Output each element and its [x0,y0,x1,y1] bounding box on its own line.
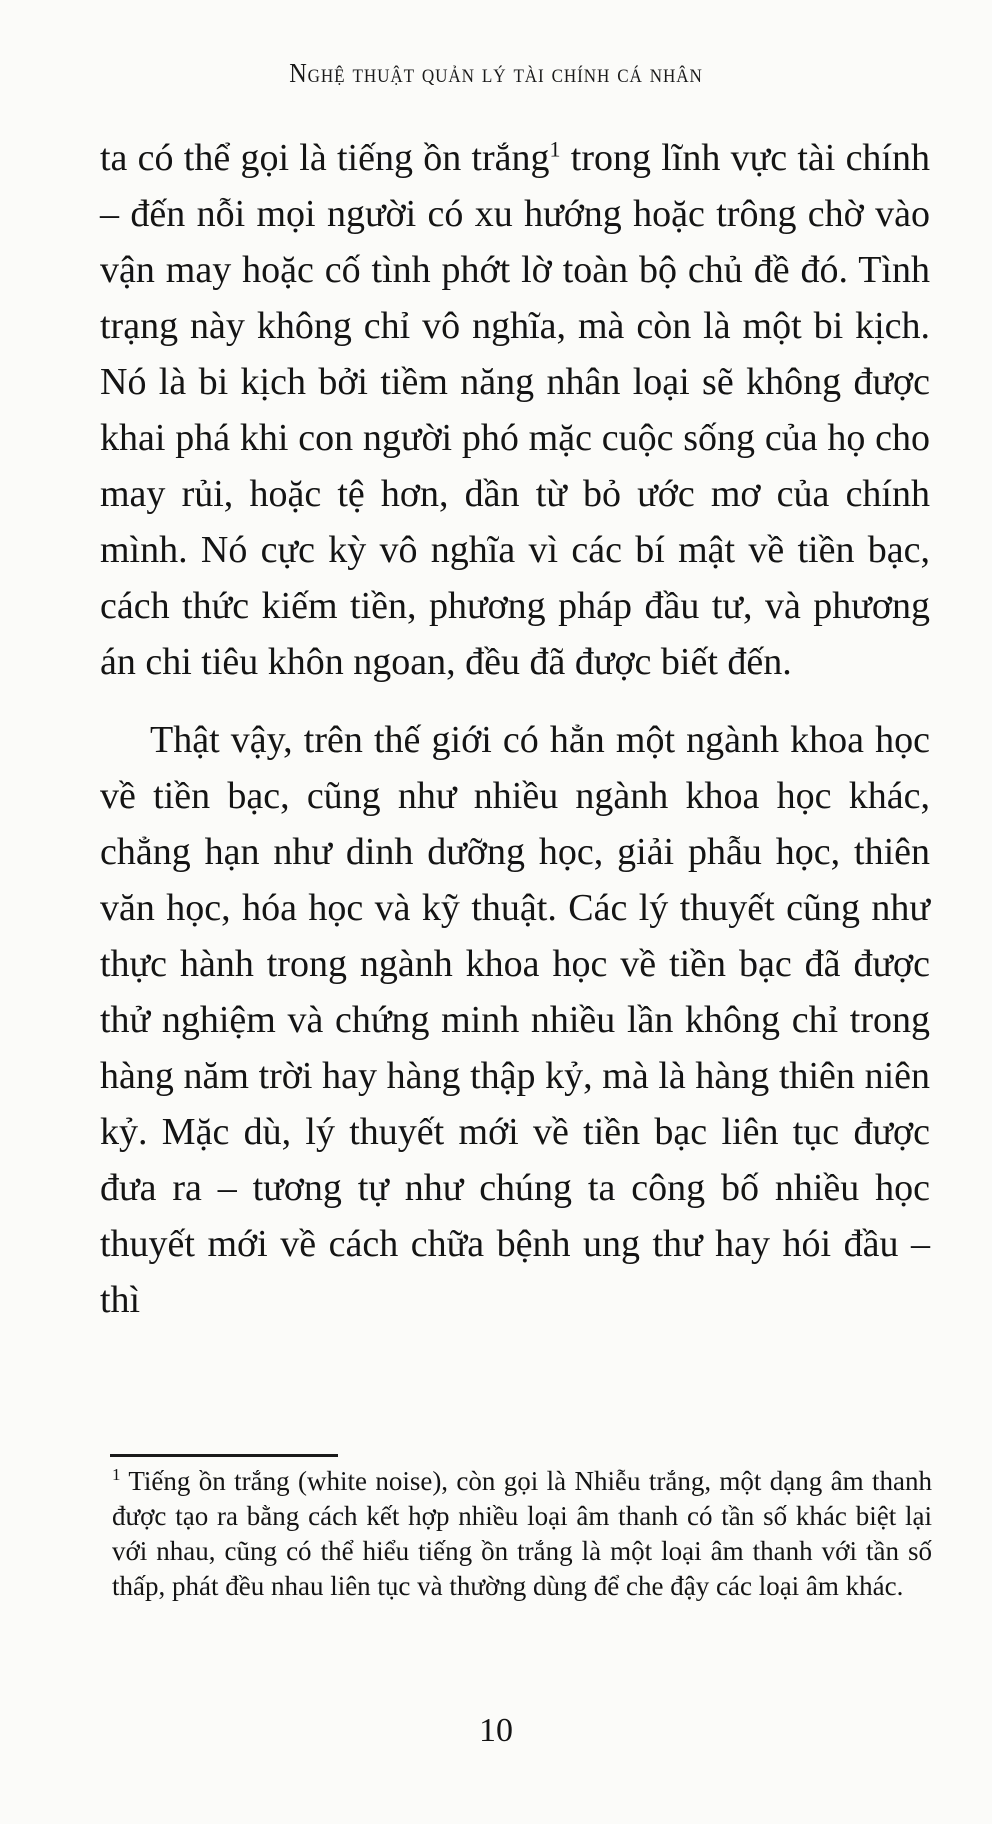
paragraph-1 [100,130,930,690]
footnote-divider [110,1454,338,1457]
footnote-reference: 1 [549,136,561,162]
footnote-text: Tiếng ồn trắng (white noise), còn gọi là Nhiễu trắng, một dạng âm thanh được tạo ra bằng cách kết hợp nhiều loại âm thanh có tần số khác biệt lại với nhau, cũng có thể hiểu tiếng ồn trắng là một loại âm thanh với tần số thấp, phát đều nhau liên tục và thường dùng để che đậy các loại âm khác. [112,1466,932,1601]
paragraph-2: Thật vậy, trên thế giới có hẳn một ngành khoa học về tiền bạc, cũng như nhiều ngành khoa học khác, chẳng hạn như dinh dưỡng học, giải phẫu học, thiên văn học, hóa học và kỹ thuật. Các lý thuyết cũng như thực hành trong ngành khoa học về tiền bạc đã được thử nghiệm và chứng minh nhiều lần không chỉ trong hàng năm trời hay hàng thập kỷ, mà là hàng thiên niên kỷ. Mặc dù, lý thuyết mới về tiền bạc liên tục được đưa ra – tương tự như chúng ta công bố nhiều học thuyết mới về cách chữa bệnh ung thư hay hói đầu – thì [100,719,930,1321]
paragraph-1-end: trong lĩnh vực tài chính – đến nỗi mọi người có xu hướng hoặc trông chờ vào vận may hoặc cố tình phớt lờ toàn bộ chủ đề đó. Tình trạng này không chỉ vô nghĩa, mà còn là một bi kịch. Nó là bi kịch bởi tiềm năng nhân loại sẽ không được khai phá khi con người phó mặc cuộc sống của họ cho may rủi, hoặc tệ hơn, dần từ bỏ ước mơ của chính mình. Nó cực kỳ vô nghĩa vì các bí mật về tiền bạc, cách thức kiếm tiền, phương pháp đầu tư, và phương án chi tiêu khôn ngoan, đều đã được biết đến. [100,137,930,683]
page-number: 10 [479,1712,513,1749]
footnote-mark: 1 [112,1465,121,1484]
main-text [100,130,930,1328]
running-header: Nghệ thuật quản lý tài chính cá nhân [289,58,703,88]
footnote [112,1464,932,1604]
paragraph-1-start: ta có thể gọi là tiếng ồn trắng [100,137,550,179]
